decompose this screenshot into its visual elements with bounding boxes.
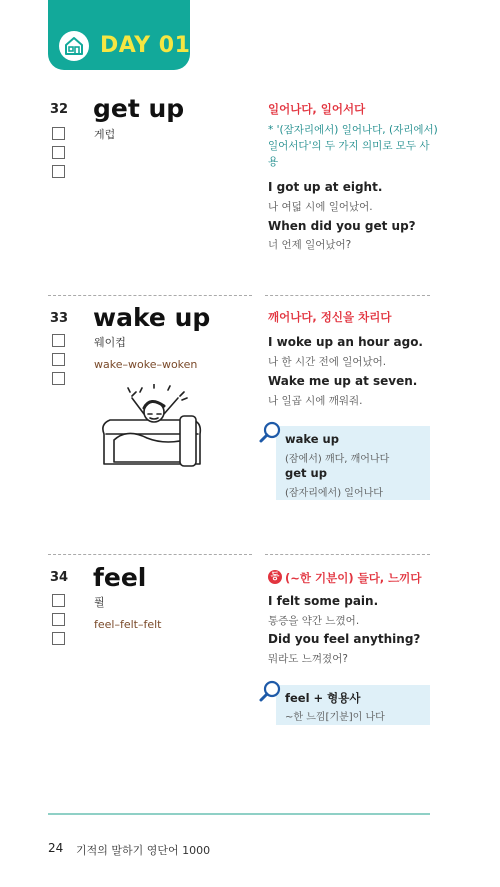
headword: wake up — [93, 303, 211, 332]
day-label: DAY 01 — [100, 33, 191, 58]
review-checkbox[interactable] — [52, 594, 65, 607]
entry-number: 33 — [50, 311, 69, 326]
divider — [48, 554, 252, 555]
example-english: I woke up an hour ago. — [268, 335, 423, 349]
headword: feel — [93, 563, 147, 592]
example-english: When did you get up? — [268, 219, 416, 233]
waking-up-illustration — [92, 384, 212, 474]
example-korean: 너 언제 일어났어? — [268, 239, 352, 251]
footer-divider — [48, 813, 430, 815]
headword: get up — [93, 94, 185, 123]
verb-forms: wake–woke–woken — [94, 358, 198, 371]
example-korean: 나 한 시간 전에 일어났어. — [268, 356, 387, 368]
example-english: Wake me up at seven. — [268, 374, 418, 388]
divider — [265, 295, 430, 296]
review-checkbox[interactable] — [52, 334, 65, 347]
divider — [48, 295, 252, 296]
example-korean: 나 일곱 시에 깨워줘. — [268, 395, 363, 407]
example-korean: 통증을 약간 느꼈어. — [268, 615, 360, 627]
review-checkbox[interactable] — [52, 127, 65, 140]
divider — [265, 554, 430, 555]
book-title: 기적의 말하기 영단어 1000 — [76, 844, 211, 857]
example-korean: 뭐라도 느껴졌어? — [268, 653, 348, 665]
meaning: (~한 기분이) 들다, 느끼다 — [285, 571, 422, 585]
review-checkbox[interactable] — [52, 353, 65, 366]
verb-forms: feel–felt–felt — [94, 618, 162, 631]
tip-phrase: feel + 형용사 — [285, 691, 361, 705]
pronunciation: 웨이컵 — [94, 336, 126, 349]
magnifier-icon — [258, 420, 282, 444]
tip-phrase: get up — [285, 466, 327, 480]
meaning: 깨어나다, 정신을 차리다 — [268, 310, 392, 324]
example-english: I got up at eight. — [268, 180, 383, 194]
review-checkbox[interactable] — [52, 632, 65, 645]
tip-meaning: ~한 느낌[기분]이 나다 — [285, 712, 385, 723]
tip-meaning: (잠자리에서) 일어나다 — [285, 488, 383, 499]
example-korean: 나 여덟 시에 일어났어. — [268, 201, 373, 213]
example-english: I felt some pain. — [268, 594, 379, 608]
tip-meaning: (잠에서) 깨다, 깨어나다 — [285, 454, 390, 465]
tip-phrase: wake up — [285, 432, 339, 446]
review-checkbox[interactable] — [52, 372, 65, 385]
pronunciation: 퓔 — [94, 596, 105, 609]
part-of-speech-badge: 동 — [268, 570, 282, 584]
entry-number: 32 — [50, 102, 69, 117]
page-number: 24 — [48, 841, 64, 855]
example-english: Did you feel anything? — [268, 632, 421, 646]
day-icon-circle — [59, 31, 89, 61]
house-icon — [59, 31, 89, 61]
review-checkbox[interactable] — [52, 165, 65, 178]
meaning: 일어나다, 일어서다 — [268, 102, 366, 116]
review-checkbox[interactable] — [52, 146, 65, 159]
pronunciation: 게럽 — [94, 128, 116, 141]
entry-number: 34 — [50, 570, 69, 585]
review-checkbox[interactable] — [52, 613, 65, 626]
usage-note: * '(잠자리에서) 일어나다, (자리에서) 일어서다'의 두 가지 의미로 모두 사용 — [268, 124, 438, 168]
magnifier-icon — [258, 679, 282, 703]
